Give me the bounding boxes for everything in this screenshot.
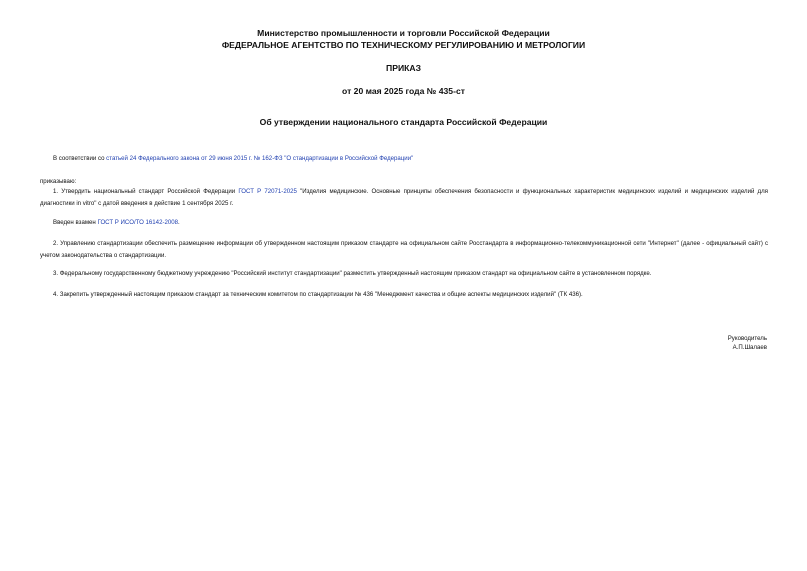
order-item-2: 2. Управлению стандартизации обеспечить размещение информации об утвержденном настоящим приказом стандарте на официальном сайте Росстандарта в информационно-телекоммуникационной сети "Интернет" (далее - официальный сайт) с учетом законодательства о стандартизации. xyxy=(40,240,768,259)
intro-paragraph xyxy=(40,153,768,165)
replaced-prefix: Введен взамен xyxy=(53,219,98,226)
replaced-suffix: . xyxy=(178,219,180,226)
agency-name: ФЕДЕРАЛЬНОЕ АГЕНТСТВО ПО ТЕХНИЧЕСКОМУ РЕГУЛИРОВАНИЮ И МЕТРОЛОГИИ xyxy=(221,40,586,50)
order-title: ПРИКАЗ xyxy=(386,63,421,73)
signature-role: Руководитель xyxy=(727,335,767,342)
order-item-4: 4. Закрепить утвержденный настоящим приказом стандарт за техническим комитетом по стандартизации № 436 "Менеджмент качества и общие аспекты медицинских изделий" (ТК 436). xyxy=(53,291,583,298)
item1-prefix: 1. Утвердить национальный стандарт Российской Федерации xyxy=(53,188,239,195)
signature-name: А.П.Шалаев xyxy=(732,344,767,351)
order-date: от 20 мая 2025 года № 435-ст xyxy=(342,86,465,96)
intro-prefix: В соответствии со xyxy=(53,155,107,162)
item1-suffix: "Изделия медицинские. Основные принципы обеспечения безопасности и функциональных характеристик медицинских изделий и медицинских изделий для диагностики in vitro" с датой введения в действие 1 сентября 2025 г. xyxy=(40,188,768,207)
prikazyvayu-text: приказываю: xyxy=(40,178,77,185)
order-subject: Об утверждении национального стандарта Российской Федерации xyxy=(259,117,548,127)
replaced-standard-note xyxy=(40,217,768,229)
order-item-3: 3. Федеральному государственному бюджетному учреждению "Российский институт стандартизации" разместить утвержденный настоящим приказом стандарт на официальном сайте в установленном порядке. xyxy=(53,270,652,277)
standard-link[interactable]: ГОСТ Р 72071-2025 xyxy=(238,188,297,195)
old-standard-link[interactable]: ГОСТ Р ИСО/ТО 16142-2008 xyxy=(97,219,179,226)
order-item-1 xyxy=(40,186,768,210)
law-link[interactable]: статьей 24 Федерального закона от 29 июня 2015 г. № 162-ФЗ "О стандартизации в Российской Федерации" xyxy=(106,155,414,162)
ministry-name: Министерство промышленности и торговли Российской Федерации xyxy=(257,28,550,38)
